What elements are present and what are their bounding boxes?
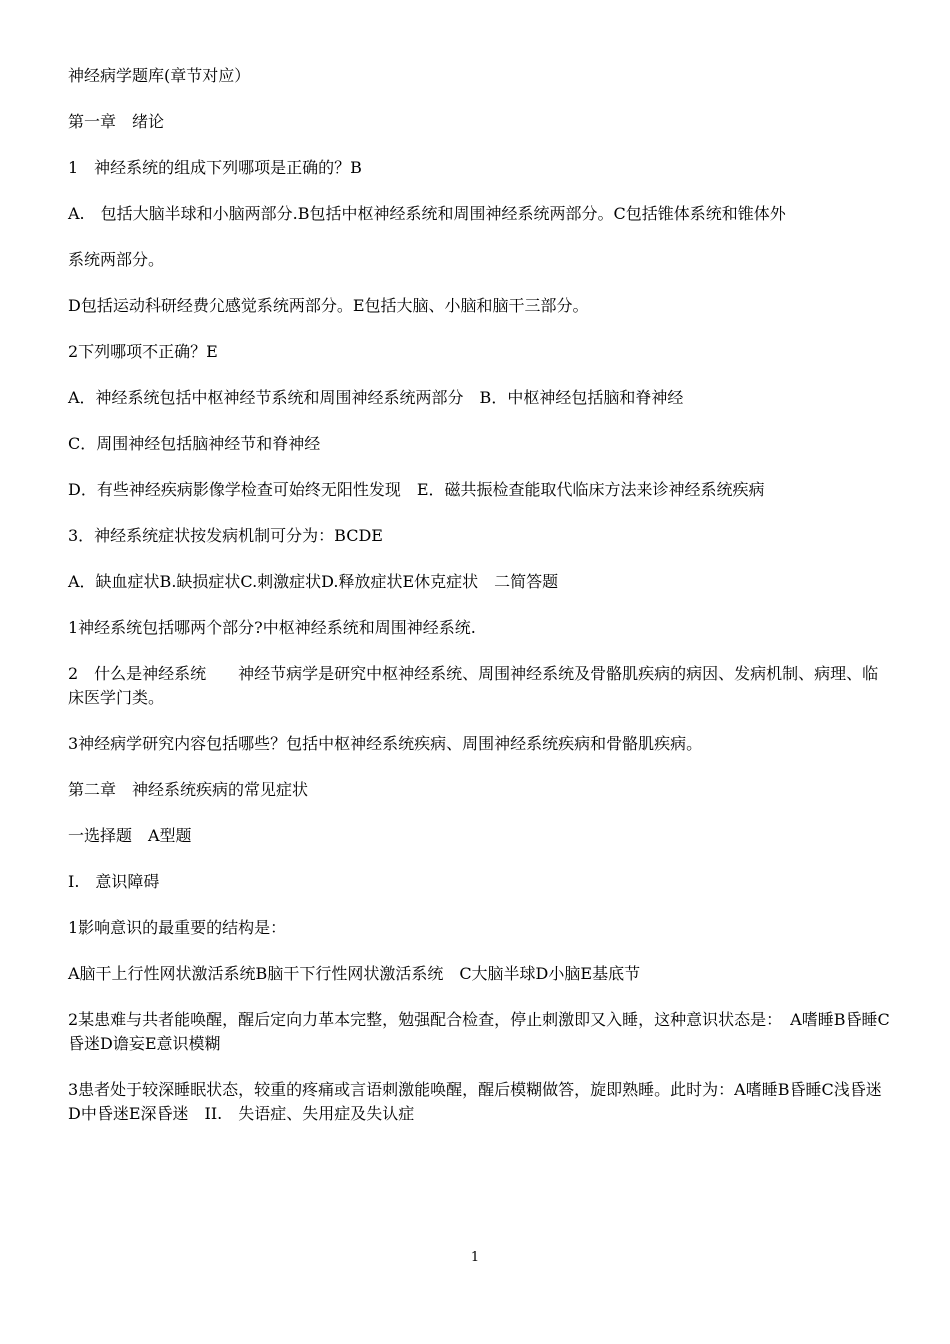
answer-options: A. 包括大脑半球和小脑两部分.B包括中枢神经系统和周围神经系统两部分。C包括锥体系统和锥体外 xyxy=(68,204,786,223)
answer-options: A．神经系统包括中枢神经节系统和周围神经系统两部分 B．中枢神经包括脑和脊神经 xyxy=(68,388,684,407)
short-answer: 1神经系统包括哪两个部分?中枢神经系统和周围神经系统. xyxy=(68,618,476,637)
section-heading: 一选择题 A型题 xyxy=(68,826,192,845)
answer-options: A．缺血症状B.缺损症状C.刺激症状D.释放症状E休克症状 二简答题 xyxy=(68,572,559,591)
document-title: 神经病学题库(章节对应） xyxy=(68,66,251,85)
question: 3患者处于较深睡眠状态，较重的疼痛或言语刺激能唤醒，醒后模糊做答，旋即熟睡。此时为：A嗜睡B昏睡C浅昏迷D中昏迷E深昏迷 II. 失语症、失用症及失认症 xyxy=(68,1080,882,1123)
document-body xyxy=(68,64,894,1148)
question: 2某患难与共者能唤醒，醒后定向力革本完整，勉强配合检查，停止刺激即又入睡，这种意识状态是： A嗜睡B昏睡C昏迷D谵妄E意识模糊 xyxy=(68,1010,890,1053)
chapter-heading: 第二章 神经系统疾病的常见症状 xyxy=(68,780,309,799)
answer-options: A脑干上行性网状激活系统B脑干下行性网状激活系统 C大脑半球D小脑E基底节 xyxy=(68,964,641,983)
chapter-heading: 第一章 绪论 xyxy=(68,112,165,131)
question: 2下列哪项不正确？E xyxy=(68,342,218,361)
page-number: 1 xyxy=(470,1250,480,1265)
answer-options: C．周围神经包括脑神经节和脊神经 xyxy=(68,434,321,453)
answer-options-continued: 系统两部分。 xyxy=(68,250,165,269)
answer-options: D包括运动科研经费尣感觉系统两部分。E包括大脑、小脑和脑干三部分。 xyxy=(68,296,589,315)
question: 1 神经系统的组成下列哪项是正确的？B xyxy=(68,158,362,177)
subsection-heading: I. 意识障碍 xyxy=(68,872,160,891)
short-answer: 2 什么是神经系统 神经节病学是研究中枢神经系统、周围神经系统及骨骼肌疾病的病因、发病机制、病理、临床医学门类。 xyxy=(68,664,879,707)
short-answer: 3神经病学研究内容包括哪些？包括中枢神经系统疾病、周围神经系统疾病和骨骼肌疾病。 xyxy=(68,734,703,753)
question: 3．神经系统症状按发病机制可分为：BCDE xyxy=(68,526,383,545)
answer-options: D．有些神经疾病影像学检查可始终无阳性发现 E．磁共振检查能取代临床方法来诊神经系统疾病 xyxy=(68,480,765,499)
question: 1影响意识的最重要的结构是： xyxy=(68,918,287,937)
